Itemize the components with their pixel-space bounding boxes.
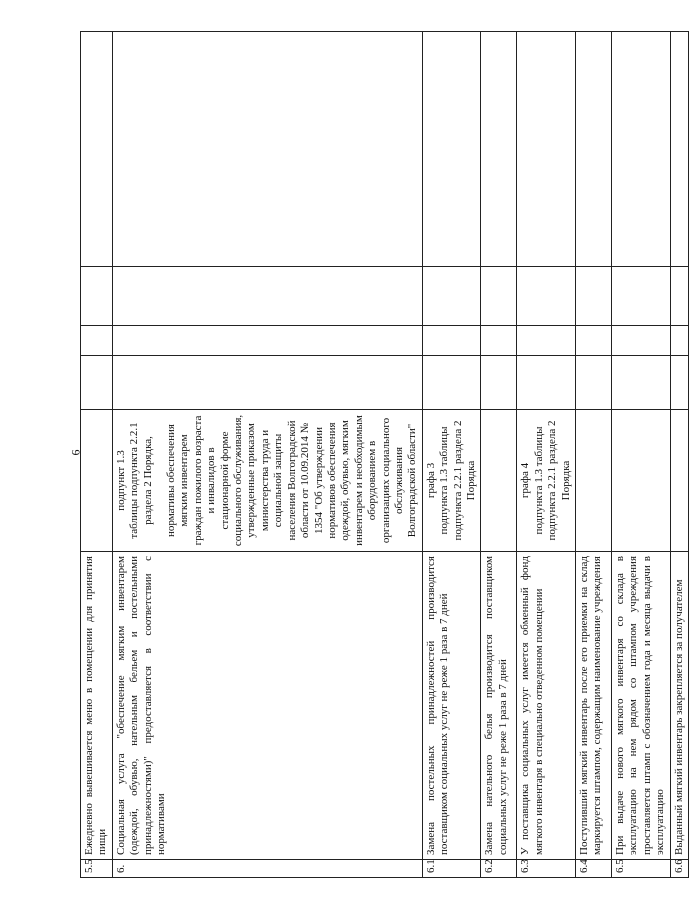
requirement-text: Социальная услуга "обеспечение мягким инвентарем (одеждой, обувью, нательным бельем и постельными принадлежностями)" предоставляется в соответствии с нормативами xyxy=(112,552,422,860)
answer-cell xyxy=(612,326,671,356)
answer-cell xyxy=(422,326,481,356)
requirement-text: Замена нательного белья производится поставщиком социальных услуг не реже 1 раза в 7 дней xyxy=(481,552,517,860)
answer-cell xyxy=(612,32,671,267)
norm-reference xyxy=(612,410,671,552)
norm-reference xyxy=(576,410,612,552)
answer-cell xyxy=(670,356,688,410)
requirement-text: Замена постельных принадлежностей производится поставщиком социальных услуг не реже 1 раза в 7 дней xyxy=(422,552,481,860)
answer-cell xyxy=(422,356,481,410)
requirement-text: Поступивший мягкий инвентарь после его приемки на склад маркируется штампом, содержащим наименование учреждения xyxy=(576,552,612,860)
answer-cell xyxy=(612,267,671,326)
answer-cell xyxy=(517,326,576,356)
page-number: 6 xyxy=(68,449,83,455)
norm-line: подпункт 1.3 xyxy=(114,450,127,511)
answer-cell xyxy=(481,326,517,356)
answer-cell xyxy=(517,32,576,267)
table-row xyxy=(112,32,422,878)
row-number: 6.6 xyxy=(670,860,688,878)
norm-line: раздела 2 Порядка, xyxy=(141,436,154,525)
answer-cell xyxy=(481,32,517,267)
answer-cell xyxy=(517,356,576,410)
answer-cell xyxy=(81,326,113,356)
answer-cell xyxy=(612,356,671,410)
norm-line: графа 3 xyxy=(424,462,437,499)
checklist-table xyxy=(80,31,689,878)
answer-cell xyxy=(576,326,612,356)
answer-cell xyxy=(576,356,612,410)
answer-cell xyxy=(112,32,422,267)
answer-cell xyxy=(422,32,481,267)
answer-cell xyxy=(112,267,422,326)
norm-reference xyxy=(81,410,113,552)
rotated-page xyxy=(80,31,685,878)
norm-line: таблицы подпункта 2.2.1 xyxy=(128,422,141,539)
answer-cell xyxy=(576,267,612,326)
table-row xyxy=(517,32,576,878)
answer-cell xyxy=(670,267,688,326)
requirement-text: Выданный мягкий инвентарь закрепляется за получателем xyxy=(670,552,688,860)
answer-cell xyxy=(481,356,517,410)
answer-cell xyxy=(81,267,113,326)
answer-cell xyxy=(422,267,481,326)
norm-reference xyxy=(670,410,688,552)
answer-cell xyxy=(81,32,113,267)
norm-line: подпункта 1.3 таблицы подпункта 2.2.1 раздела 2 Порядка xyxy=(438,420,477,541)
table-row xyxy=(81,32,113,878)
norm-line: графа 4 xyxy=(519,462,532,499)
answer-cell xyxy=(481,267,517,326)
answer-cell xyxy=(576,32,612,267)
norm-line: нормативы обеспечения мягким инвентарем граждан пожилого возраста и инвалидов в стационарной форме социального обслуживания, утвержденные приказом министерства труда и социальной защиты населения Волгоградской области от 10.09.2014 № 1354 "Об утверждении нормативов обеспечения одеждой, обувью, мягким инвентарем и необходимым оборудованием в организациях социального обслуживания Волгоградской области" xyxy=(165,414,419,547)
requirement-text: У поставщика социальных услуг имеется обменный фонд мягкого инвентаря в специально отведенном помещении xyxy=(517,552,576,860)
row-number: 6. xyxy=(112,860,422,878)
answer-cell xyxy=(112,326,422,356)
answer-cell xyxy=(670,326,688,356)
norm-reference xyxy=(112,410,422,552)
table-row xyxy=(481,32,517,878)
row-number: 6.3 xyxy=(517,860,576,878)
answer-cell xyxy=(81,356,113,410)
table-row xyxy=(422,32,481,878)
requirement-text: Ежедневно вывешивается меню в помещении для принятия пищи xyxy=(81,552,113,860)
table-row xyxy=(576,32,612,878)
row-number: 6.5 xyxy=(612,860,671,878)
table-row xyxy=(670,32,688,878)
answer-cell xyxy=(112,356,422,410)
row-number: 6.2 xyxy=(481,860,517,878)
row-number: 5.5 xyxy=(81,860,113,878)
row-number: 6.4 xyxy=(576,860,612,878)
answer-cell xyxy=(517,267,576,326)
requirement-text: При выдаче нового мягкого инвентаря со склада в эксплуатацию на нем рядом со штампом учреждения проставляется штамп с обозначением года и месяца выдачи в эксплуатацию xyxy=(612,552,671,860)
norm-reference xyxy=(517,410,576,552)
norm-reference xyxy=(422,410,481,552)
norm-line: подпункта 1.3 таблицы подпункта 2.2.1 раздела 2 Порядка xyxy=(532,420,572,541)
answer-cell xyxy=(670,32,688,267)
table-row xyxy=(612,32,671,878)
norm-reference xyxy=(481,410,517,552)
row-number: 6.1 xyxy=(422,860,481,878)
